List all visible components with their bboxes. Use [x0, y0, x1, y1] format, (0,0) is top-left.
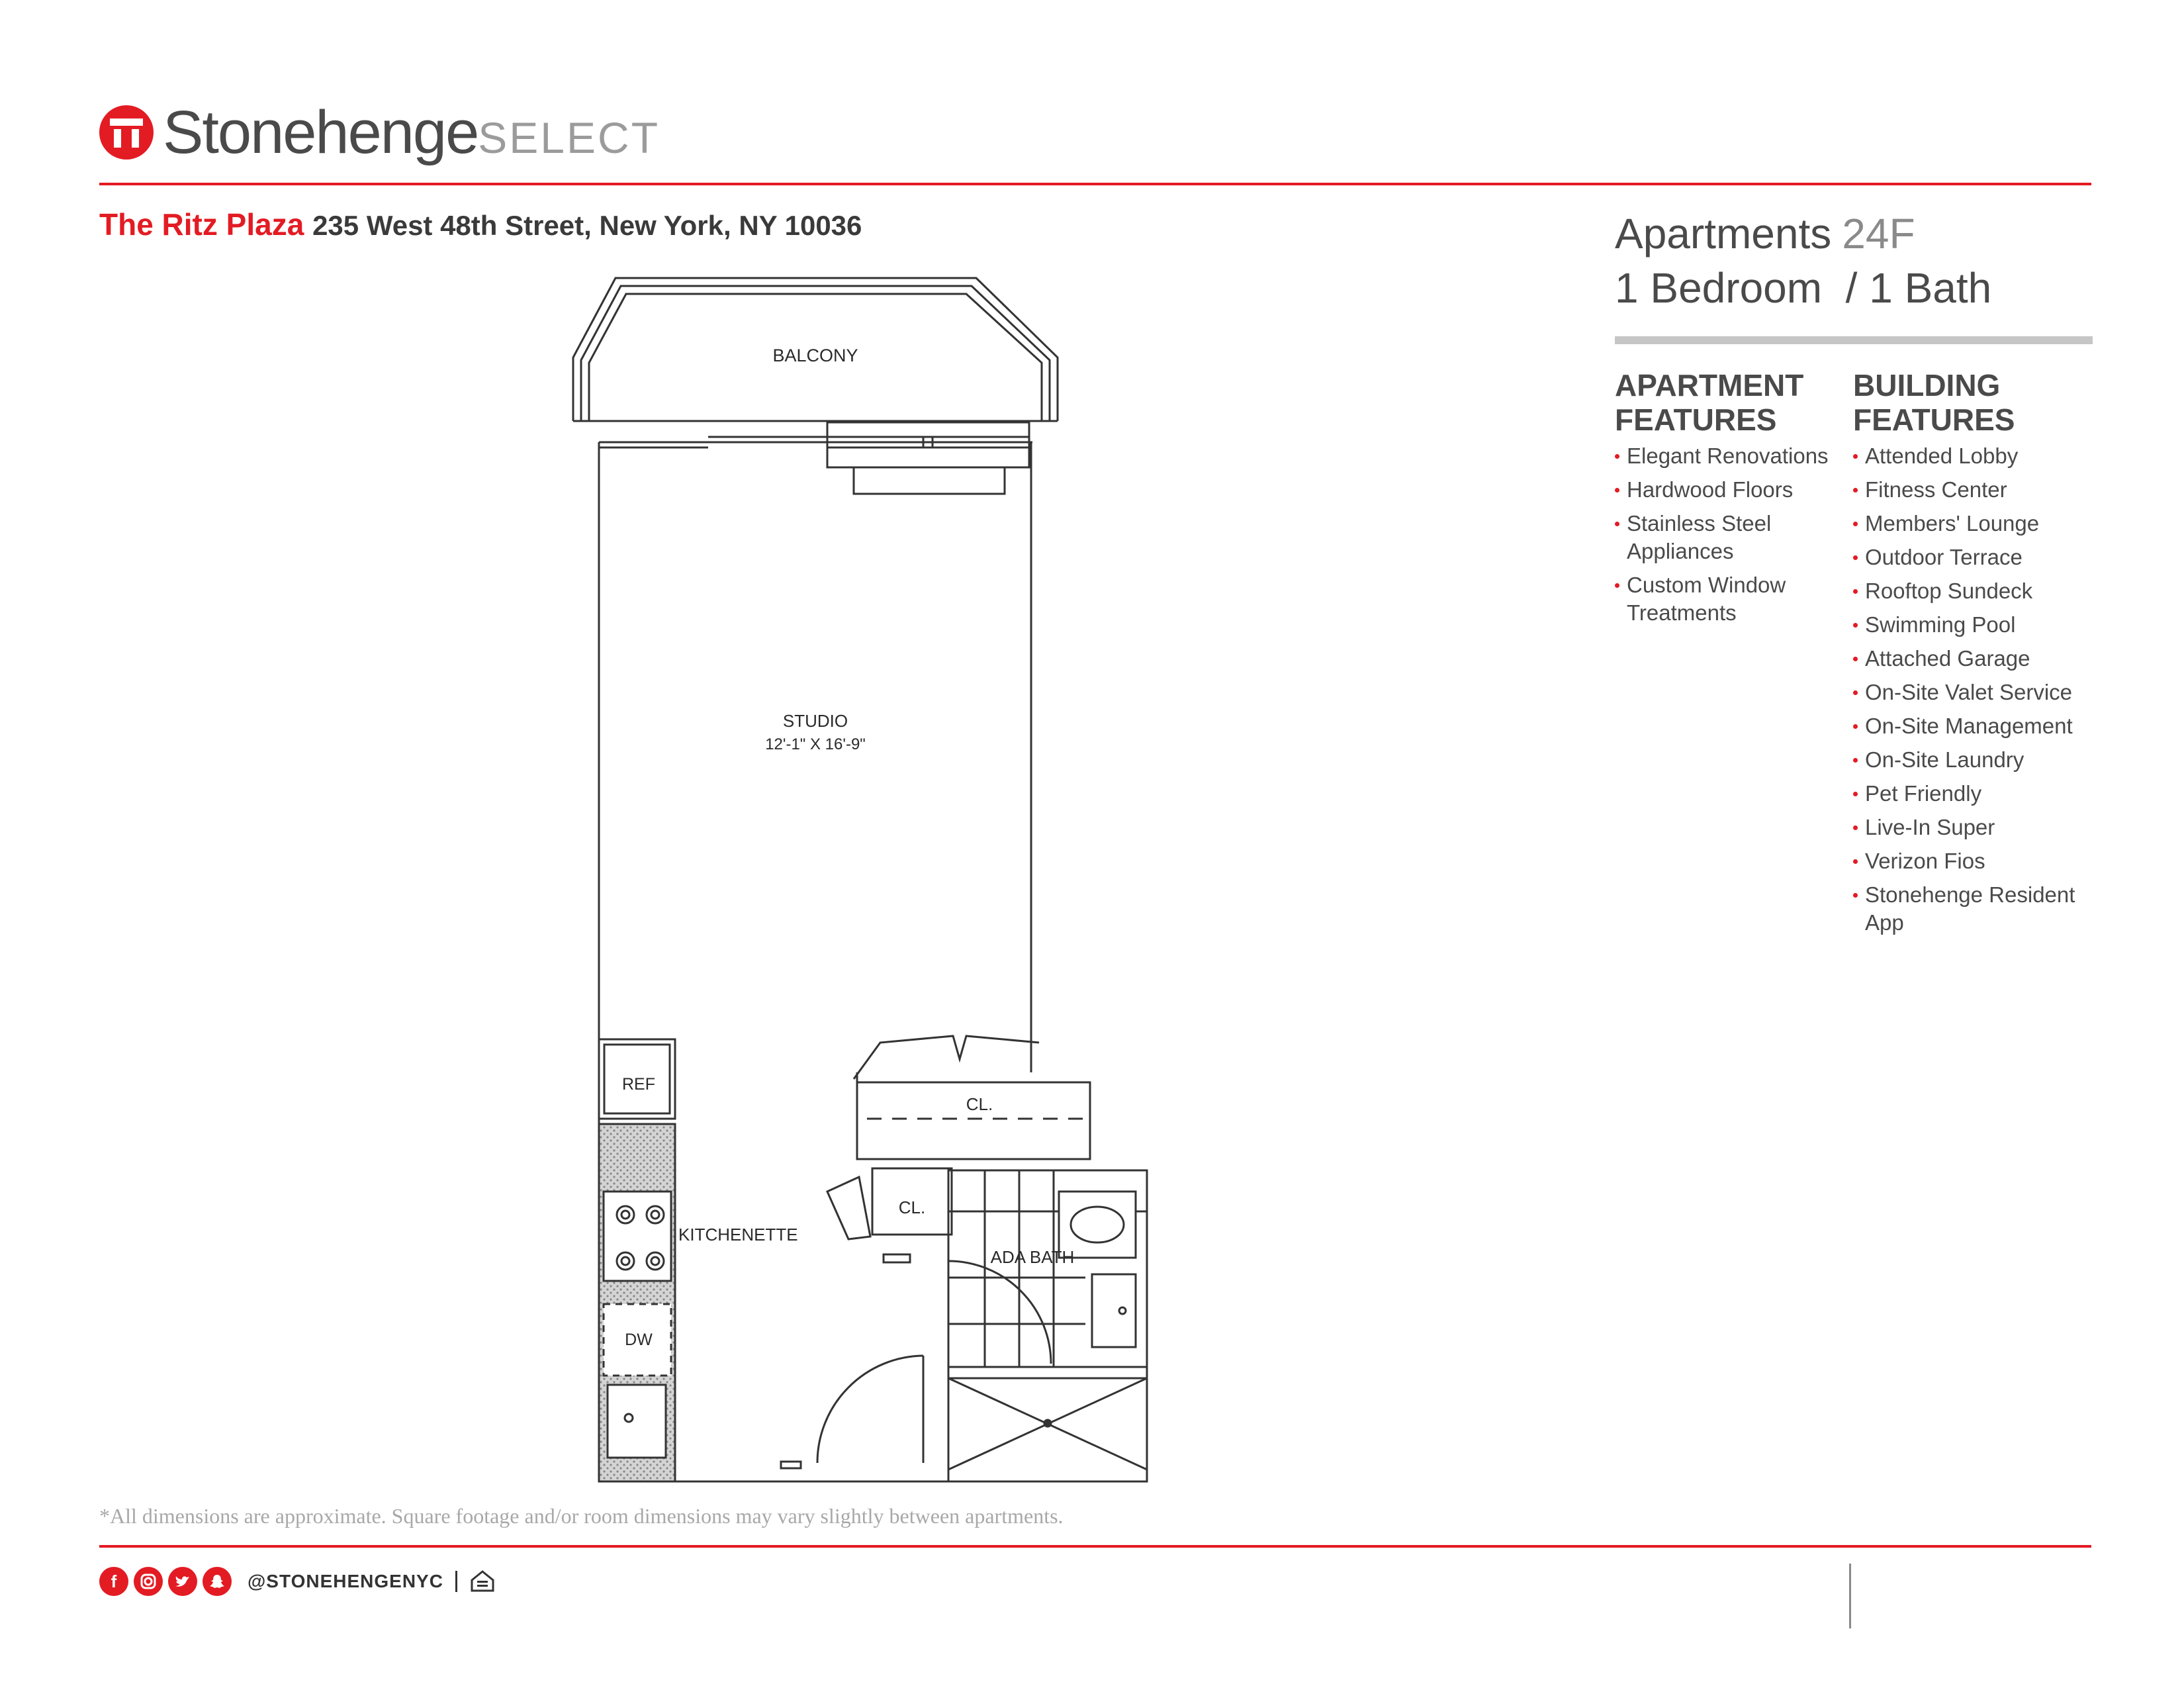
ref-label: REF	[622, 1075, 655, 1094]
header-divider	[99, 183, 2091, 185]
balcony-label: BALCONY	[772, 346, 858, 365]
dw-label: DW	[625, 1331, 653, 1349]
balcony	[573, 278, 1058, 421]
list-item: Pet Friendly	[1853, 780, 2091, 808]
brand-name: Stonehenge	[163, 99, 478, 166]
list-item: Attended Lobby	[1853, 442, 2091, 470]
brand-logo	[99, 99, 660, 165]
facebook-icon[interactable]: f	[99, 1567, 128, 1596]
list-item: Rooftop Sundeck	[1853, 577, 2091, 605]
list-item: Members' Lounge	[1853, 510, 2091, 538]
building-name: The Ritz Plaza	[99, 207, 304, 242]
entry-door	[781, 1356, 923, 1468]
list-item: On-Site Management	[1853, 712, 2091, 740]
instagram-icon[interactable]	[134, 1567, 163, 1596]
apartment-title-label: Apartments	[1615, 210, 1832, 258]
stonehenge-monogram-icon	[99, 105, 154, 160]
list-item: Outdoor Terrace	[1853, 543, 2091, 571]
separator	[455, 1571, 457, 1592]
apartment-unit: 24F	[1842, 210, 1915, 258]
bath-label: ADA BATH	[990, 1247, 1075, 1267]
list-item: Stonehenge Resident App	[1853, 881, 2091, 937]
building-address: 235 West 48th Street, New York, NY 10036	[312, 210, 862, 241]
closet-label: CL.	[966, 1094, 993, 1114]
social-handle[interactable]: @STONEHENGENYC	[248, 1571, 443, 1591]
closet-label: CL.	[898, 1197, 926, 1217]
balcony-door	[599, 422, 1032, 494]
closet-small	[827, 1168, 952, 1262]
footer-divider	[99, 1545, 2091, 1548]
apartment-features-list	[1615, 442, 1843, 633]
studio-label: STUDIO	[782, 711, 848, 731]
list-item: Fitness Center	[1853, 476, 2091, 504]
list-item: Attached Garage	[1853, 645, 2091, 673]
list-item: Swimming Pool	[1853, 611, 2091, 639]
social-bar	[99, 1567, 496, 1596]
twitter-icon[interactable]	[168, 1567, 197, 1596]
closet-large	[854, 1036, 1090, 1160]
list-item: Stainless Steel Appliances	[1615, 510, 1843, 565]
list-item: On-Site Laundry	[1853, 746, 2091, 774]
section-divider	[1615, 336, 2093, 344]
list-item: Verizon Fios	[1853, 847, 2091, 875]
equal-housing-opportunity-icon	[469, 1568, 496, 1595]
list-item: Custom Window Treatments	[1615, 571, 1843, 627]
apartment-features-heading: APARTMENT FEATURES	[1615, 368, 1804, 437]
list-item: Live-In Super	[1853, 814, 2091, 841]
snapchat-icon[interactable]	[203, 1567, 232, 1596]
brand-tier: SELECT	[478, 113, 660, 162]
kitchenette-label: KITCHENETTE	[678, 1225, 798, 1244]
studio-dimensions: 12'-1" X 16'-9"	[765, 735, 866, 753]
footer-vertical-divider	[1849, 1564, 1851, 1628]
apartment-config: 1 Bedroom / 1 Bath	[1615, 264, 1992, 312]
disclaimer: *All dimensions are approximate. Square footage and/or room dimensions may vary slightly between apartments.	[99, 1504, 1064, 1528]
building-features-list	[1853, 442, 2091, 943]
apartment-title	[1615, 209, 1915, 258]
list-item: On-Site Valet Service	[1853, 679, 2091, 706]
list-item: Hardwood Floors	[1615, 476, 1843, 504]
ada-bath	[948, 1170, 1147, 1481]
kitchenette	[599, 1039, 798, 1481]
list-item: Elegant Renovations	[1615, 442, 1843, 470]
property-line	[99, 207, 862, 242]
floorplan	[543, 265, 1171, 1496]
building-features-heading: BUILDING FEATURES	[1853, 368, 2015, 437]
